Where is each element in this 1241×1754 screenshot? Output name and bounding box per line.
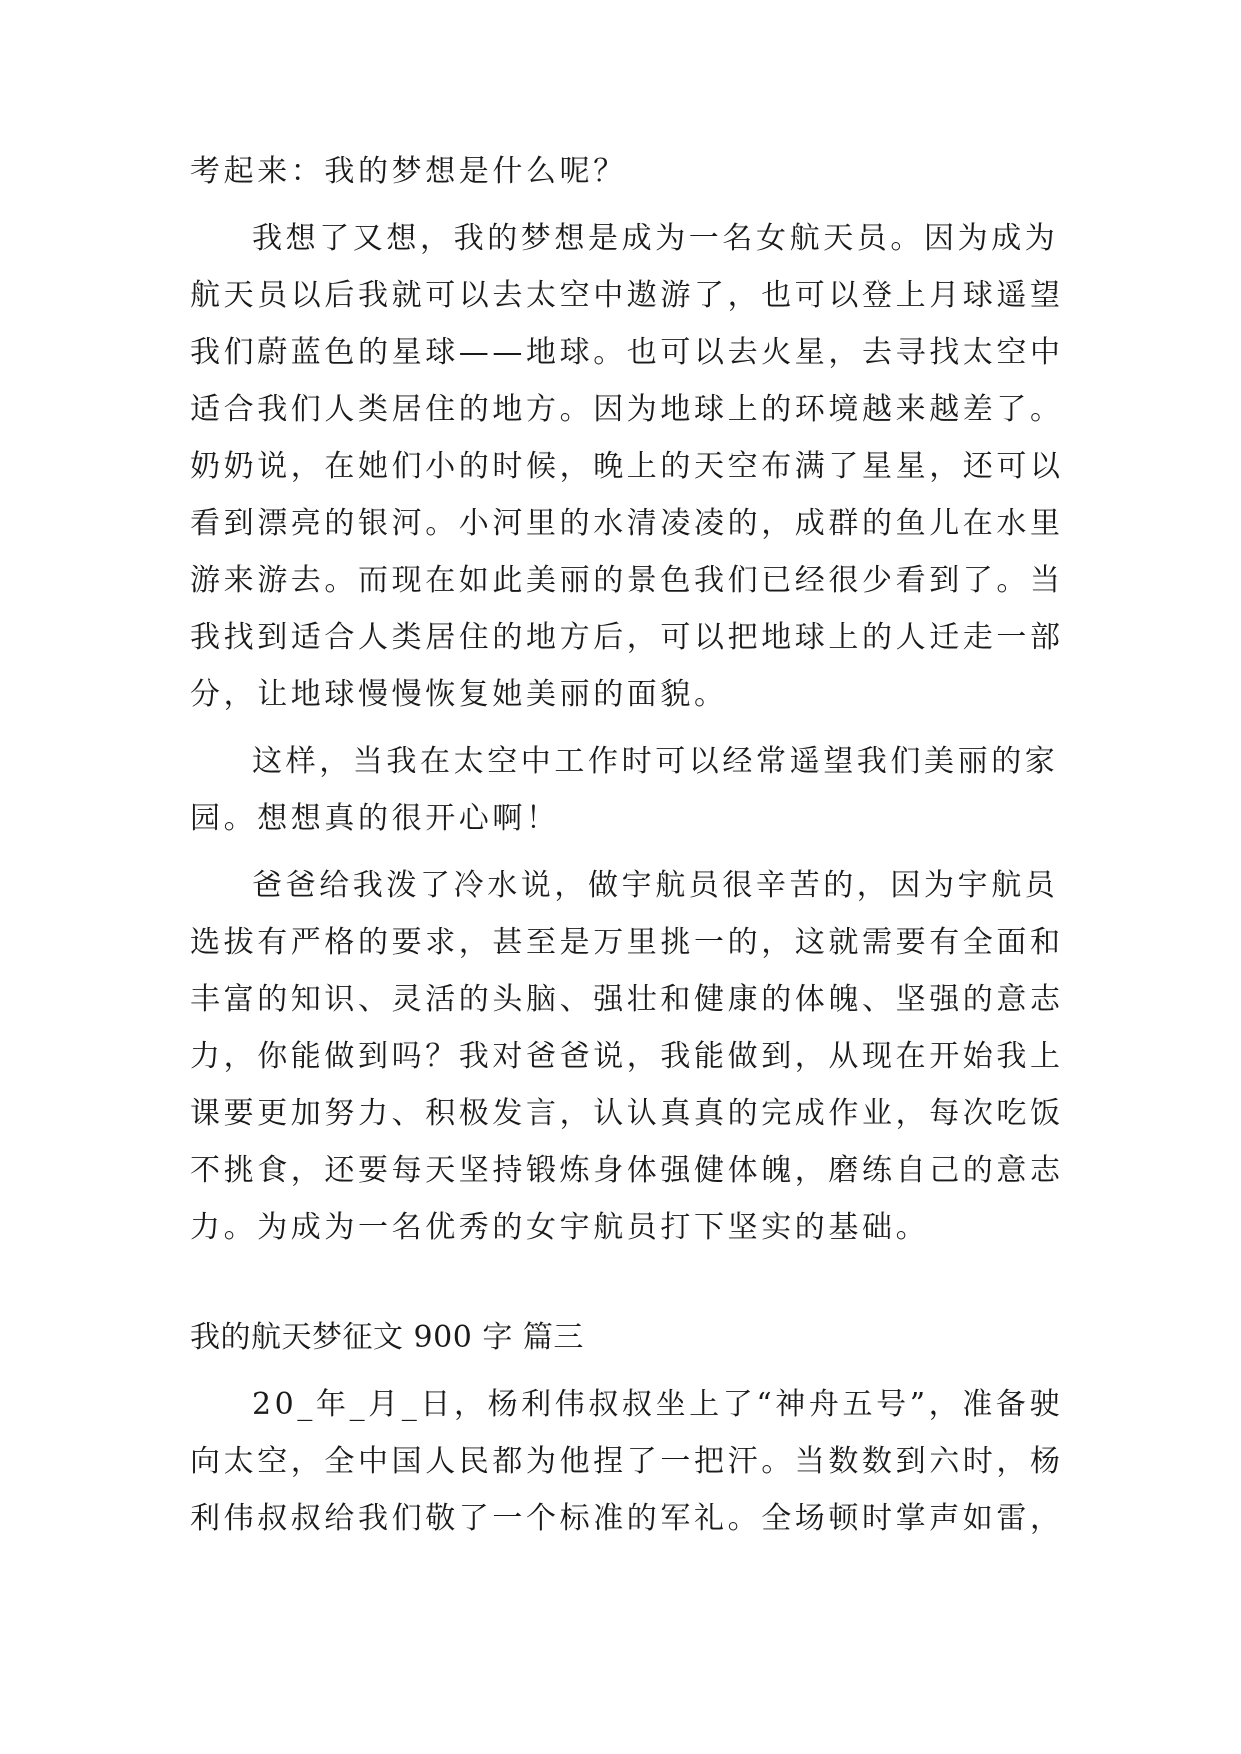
text-line: 分，让地球慢慢恢复她美丽的面貌。 [190, 677, 728, 712]
text-line: 看到漂亮的银河。小河里的水清凌凌的，成群的鱼儿在水里 [190, 506, 1064, 541]
text-line: 不挑食，还要每天坚持锻炼身体强健体魄，磨练自己的意志 [190, 1153, 1064, 1188]
text-line: 课要更加努力、积极发言，认认真真的完成作业，每次吃饭 [190, 1096, 1064, 1131]
paragraph-first-line: 我想了又想，我的梦想是成为一名女航天员。因为成为 [252, 221, 1059, 256]
paragraph-first-line: 20_年_月_日，杨利伟叔叔坐上了“神舟五号”，准备驶 [252, 1387, 1064, 1422]
text-line: 利伟叔叔给我们敬了一个标准的军礼。全场顿时掌声如雷， [190, 1501, 1064, 1536]
text-line: 奶奶说，在她们小的时候，晚上的天空布满了星星，还可以 [190, 449, 1064, 484]
text-line: 航天员以后我就可以去太空中遨游了，也可以登上月球遥望 [190, 278, 1064, 313]
text-line: 力，你能做到吗？我对爸爸说，我能做到，从现在开始我上 [190, 1039, 1064, 1074]
section-heading: 我的航天梦征文 900 字 篇三 [190, 1320, 584, 1355]
text-line: 考起来：我的梦想是什么呢？ [190, 154, 627, 189]
paragraph-first-line: 爸爸给我泼了冷水说，做宇航员很辛苦的，因为宇航员 [252, 868, 1059, 903]
text-line: 游来游去。而现在如此美丽的景色我们已经很少看到了。当 [190, 563, 1064, 598]
text-line: 我找到适合人类居住的地方后，可以把地球上的人迁走一部 [190, 620, 1064, 655]
text-line: 力。为成为一名优秀的女宇航员打下坚实的基础。 [190, 1210, 930, 1245]
text-line: 我们蔚蓝色的星球——地球。也可以去火星，去寻找太空中 [190, 335, 1064, 370]
text-line: 向太空，全中国人民都为他捏了一把汗。当数数到六时，杨 [190, 1444, 1064, 1479]
text-line: 选拔有严格的要求，甚至是万里挑一的，这就需要有全面和 [190, 925, 1064, 960]
text-line: 适合我们人类居住的地方。因为地球上的环境越来越差了。 [190, 392, 1064, 427]
text-line: 园。想想真的很开心啊！ [190, 801, 560, 836]
paragraph-first-line: 这样，当我在太空中工作时可以经常遥望我们美丽的家 [252, 744, 1059, 779]
text-line: 丰富的知识、灵活的头脑、强壮和健康的体魄、坚强的意志 [190, 982, 1064, 1017]
